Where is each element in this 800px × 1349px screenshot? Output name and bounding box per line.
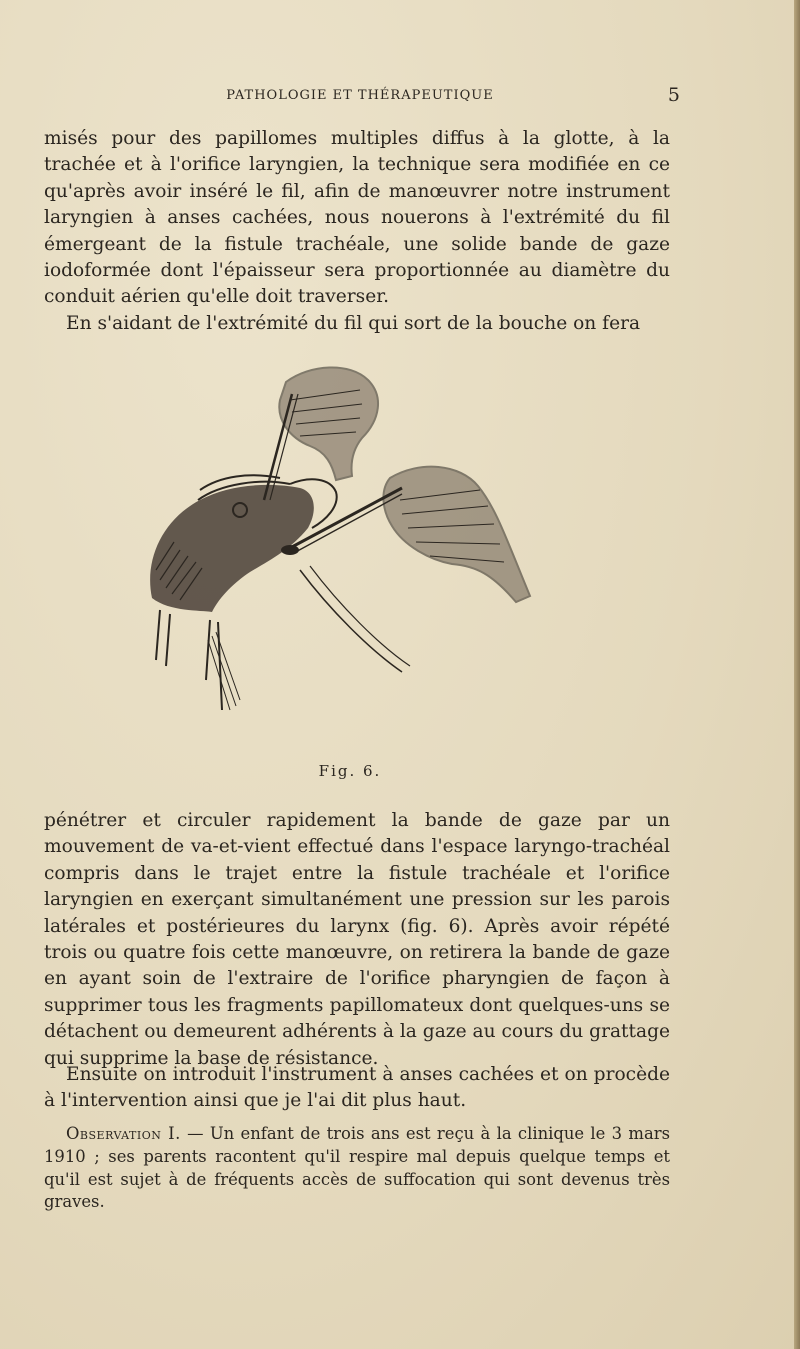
paragraph-2: En s'aidant de l'extrémité du fil qui sort de la bouche on fera <box>66 313 641 334</box>
paragraph-3: pénétrer et circuler rapidement la bande de gaze par un mouvement de va-et-vient effectué dans l'espace laryngo-trachéal compris dans le trajet entre la fistule trachéale et l'orifice laryngien en exerçant simultanément une pression sur les parois latérales et postérieures du larynx (fig. 6). Après avoir répété trois ou quatre fois cette manœuvre, on retirera la bande de gaze en ayant soin de l'extraire de l'orifice pharyngien de façon à supprimer tous les fragments papillomateux dont quelques-uns se détachent ou demeurent adhérents à la gaze au cours du grattage qui supprime la base de résistance. <box>44 810 670 1069</box>
observation-paragraph <box>44 1123 670 1214</box>
paragraph-4: Ensuite on introduit l'instrument à anses cachées et on procède à l'intervention ainsi que je l'ai dit plus haut. <box>44 1064 670 1112</box>
running-head <box>40 84 680 108</box>
page-number: 5 <box>667 84 680 106</box>
page-edge <box>794 0 800 1349</box>
observation-label: Observation I. <box>66 1124 181 1143</box>
laryngeal-gaze-illustration <box>140 360 550 720</box>
figure-caption: Fig. 6. <box>318 762 382 780</box>
observation-text: — Un enfant de trois ans est reçu à la clinique le 3 mars 1910 ; ses parents racontent qu'il respire mal depuis quelque temps et qu'il est sujet à de fréquents accès de suffocation qui sont devenus très graves. <box>44 1124 670 1212</box>
paragraph-1: misés pour des papillomes multiples diffus à la glotte, à la trachée et à l'orifice laryngien, la technique sera modifiée en ce qu'après avoir inséré le fil, afin de manœuvrer notre instrument laryngien à anses cachées, nous nouerons à l'extrémité du fil émergeant de la fistule trachéale, une solide bande de gaze iodoformée dont l'épaisseur sera proportionnée au diamètre du conduit aérien qu'elle doit traverser. <box>44 128 670 308</box>
running-title: PATHOLOGIE ET THÉRAPEUTIQUE <box>226 88 494 103</box>
